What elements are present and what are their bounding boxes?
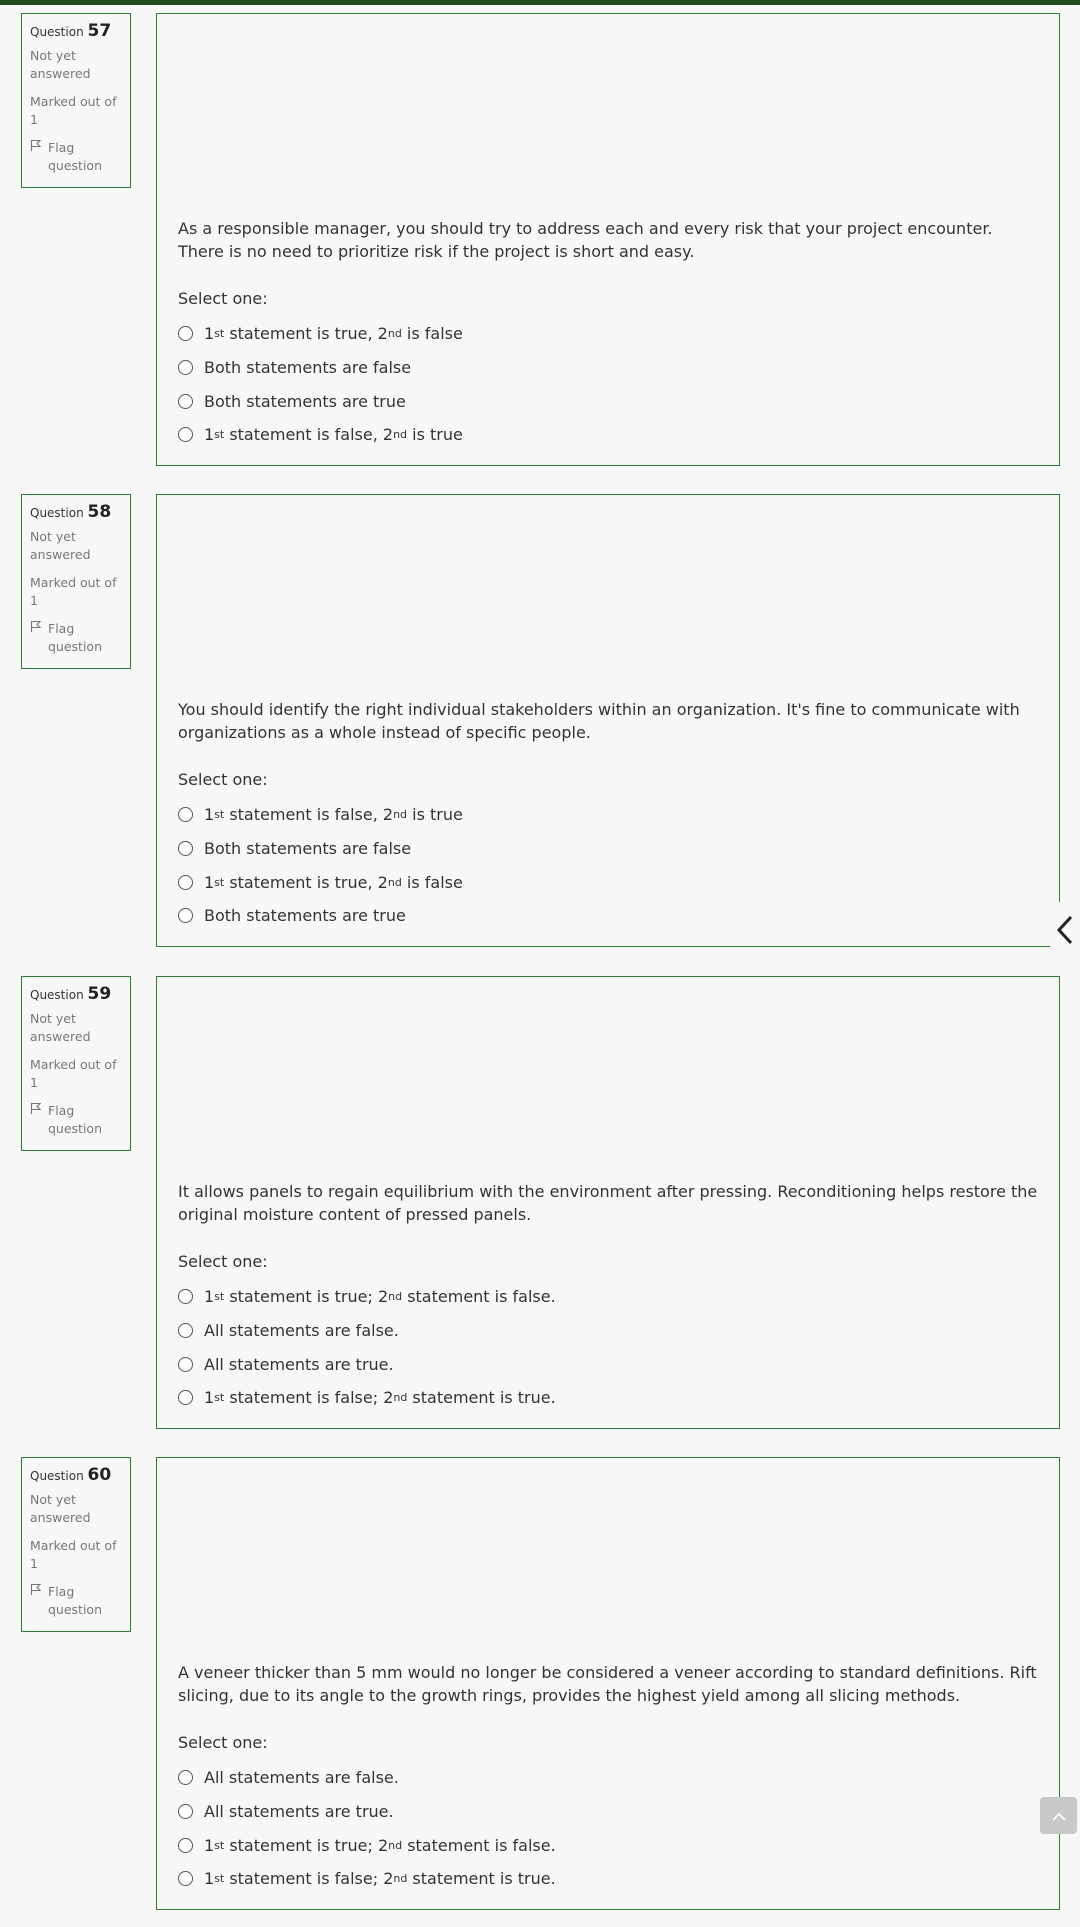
question-grade: Marked out of 1 [30,575,117,608]
radio-button[interactable] [178,908,193,923]
top-header-strip [0,0,1080,5]
answer-option[interactable]: 1 st statement is true, 2 nd is false [178,317,463,351]
question-text: A veneer thicker than 5 mm would no longer be considered a veneer according to standard definitions. Rift slicing, due to its angle to the growth rings, provides the highest yield among all slicing methods. [178,1663,1037,1705]
answer-option[interactable]: Both statements are true [178,899,463,933]
question-text: As a responsible manager, you should try to address each and every risk that your project encounter. There is no need to prioritize risk if the project is short and easy. [178,219,993,261]
question-text: It allows panels to regain equilibrium with the environment after pressing. Reconditioning helps restore the original moisture content of pressed panels. [178,1182,1038,1224]
answer-option[interactable]: 1 st statement is false; 2 nd statement is true. [178,1862,556,1896]
radio-button[interactable] [178,875,193,890]
answer-option[interactable]: 1 st statement is true; 2 nd statement is false. [178,1280,556,1314]
answer-option[interactable]: All statements are true. [178,1795,556,1829]
question-state: Not yet answered [30,1011,91,1044]
question-content [156,976,1060,1429]
radio-button[interactable] [178,360,193,375]
question-content [156,1457,1060,1910]
question-info-panel [21,13,131,188]
answer-option[interactable]: All statements are false. [178,1761,556,1795]
radio-button[interactable] [178,1357,193,1372]
flag-icon [30,1102,42,1120]
radio-button[interactable] [178,841,193,856]
flag-question-label[interactable]: Flag question [48,1584,103,1617]
flag-question-label[interactable]: Flag question [48,140,103,173]
answer-options [178,798,463,933]
flag-question-link[interactable] [30,1583,122,1619]
question-grade: Marked out of 1 [30,1538,117,1571]
select-one-prompt: Select one: [178,770,268,789]
question-state: Not yet answered [30,48,91,81]
question-info-panel [21,494,131,669]
radio-button[interactable] [178,1770,193,1785]
radio-button[interactable] [178,394,193,409]
back-to-top-button[interactable] [1040,1797,1077,1834]
question-state: Not yet answered [30,1492,91,1525]
answer-option[interactable]: All statements are false. [178,1314,556,1348]
flag-icon [30,620,42,638]
answer-option[interactable]: 1 st statement is true, 2 nd is false [178,865,463,899]
answer-options [178,317,463,452]
answer-options [178,1761,556,1896]
question-info-panel [21,1457,131,1632]
select-one-prompt: Select one: [178,289,268,308]
radio-button[interactable] [178,807,193,822]
radio-button[interactable] [178,1804,193,1819]
radio-button[interactable] [178,427,193,442]
chevron-up-icon [1052,1806,1066,1825]
flag-question-label[interactable]: Flag question [48,1103,103,1136]
flag-question-link[interactable] [30,139,122,175]
answer-option[interactable]: Both statements are false [178,832,463,866]
answer-option[interactable]: 1 st statement is true; 2 nd statement is false. [178,1828,556,1862]
question-text: You should identify the right individual stakeholders within an organization. It's fine to communicate with organizations as a whole instead of specific people. [178,700,1020,742]
question-grade: Marked out of 1 [30,1057,117,1090]
answer-option[interactable]: Both statements are false [178,351,463,385]
radio-button[interactable] [178,1289,193,1304]
answer-option[interactable]: 1 st statement is false, 2 nd is true [178,798,463,832]
flag-icon [30,139,42,157]
question-number: Question 57 [30,21,112,41]
question-number: Question 58 [30,502,112,522]
question-number: Question 59 [30,984,112,1004]
radio-button[interactable] [178,1838,193,1853]
flag-question-link[interactable] [30,620,122,656]
drawer-toggle-button[interactable] [1050,902,1080,962]
question-info-panel [21,976,131,1151]
radio-button[interactable] [178,1323,193,1338]
radio-button[interactable] [178,1390,193,1405]
question-content [156,13,1060,466]
chevron-left-icon [1056,915,1074,949]
radio-button[interactable] [178,1871,193,1886]
answer-option[interactable]: 1 st statement is false; 2 nd statement is true. [178,1381,556,1415]
flag-icon [30,1583,42,1601]
question-number: Question 60 [30,1465,112,1485]
question-state: Not yet answered [30,529,91,562]
flag-question-link[interactable] [30,1102,122,1138]
question-content [156,494,1060,947]
select-one-prompt: Select one: [178,1733,268,1752]
flag-question-label[interactable]: Flag question [48,621,103,654]
answer-options [178,1280,556,1415]
question-grade: Marked out of 1 [30,94,117,127]
answer-option[interactable]: 1 st statement is false, 2 nd is true [178,418,463,452]
answer-option[interactable]: Both statements are true [178,384,463,418]
select-one-prompt: Select one: [178,1252,268,1271]
radio-button[interactable] [178,326,193,341]
answer-option[interactable]: All statements are true. [178,1347,556,1381]
